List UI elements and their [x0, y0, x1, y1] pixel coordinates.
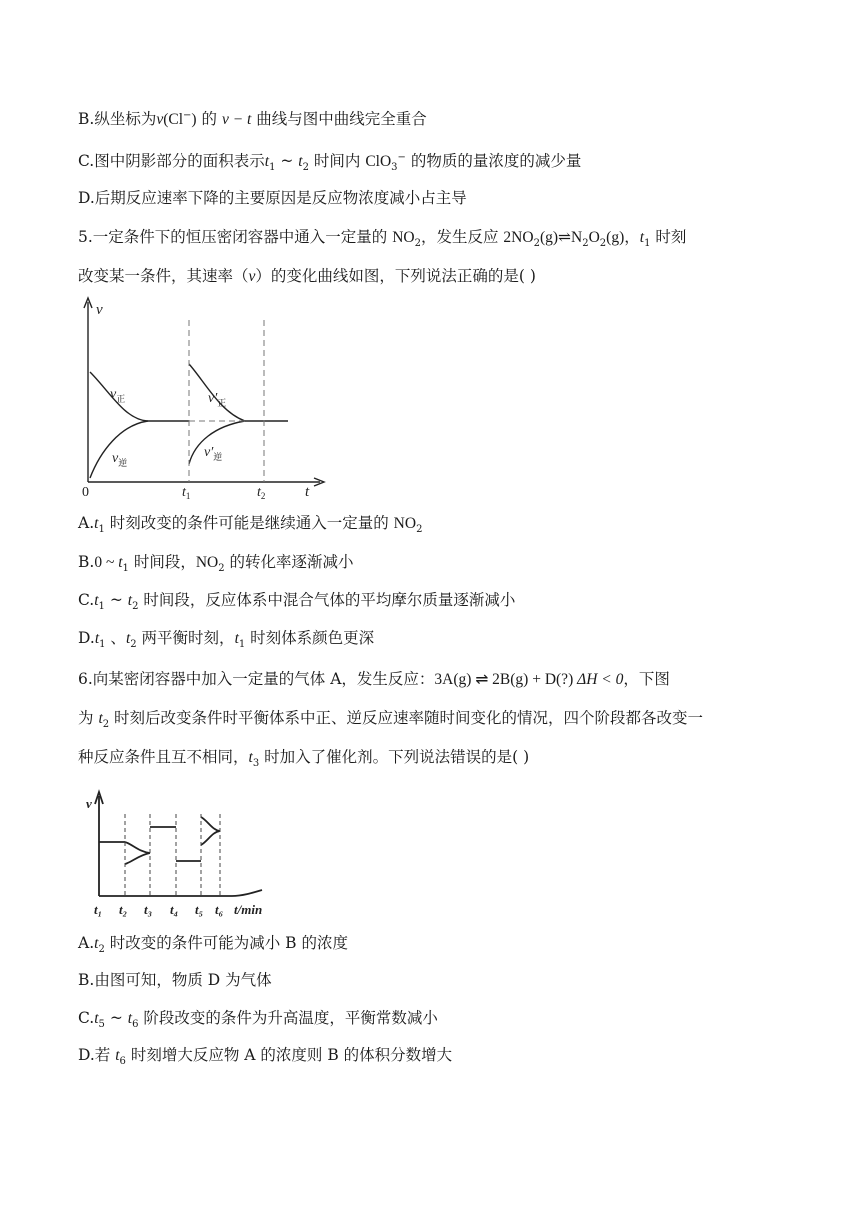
- q4-option-d: D.后期反应速率下降的主要原因是反应物浓度减小占主导: [78, 189, 467, 207]
- q5-option-b: B.0 ~ $t_1$ 时间段，$NO_2$ 的转化率逐渐减小: [78, 553, 354, 575]
- q5-stem-line2: 改变某一条件，其速率（v）的变化曲线如图，下列说法正确的是( ): [78, 267, 536, 285]
- q6-stem-line3: 种反应条件且互不相同，$t_3$ 时加入了催化剂。下列说法错误的是( ): [78, 748, 530, 770]
- q5-y-label: v: [96, 302, 103, 318]
- q6-x-label-t3: t₃: [144, 902, 153, 917]
- q5-v-reverse-curve: [90, 421, 148, 478]
- q6-x-label-t5: t₅: [195, 902, 204, 917]
- q6-x-label-t4: t₄: [170, 902, 179, 917]
- q6-option-a: $A.t_2$ 时改变的条件可能为减小 B 的浓度: [78, 934, 348, 956]
- q6-stem-line1: 6.向某密闭容器中加入一定量的气体 A，发生反应：3A(g) ⇌ 2B(g) + D(?) ΔH < 0，下图: [78, 670, 670, 688]
- q6-seg5-upper: [201, 817, 220, 831]
- q6-x-unit: t/min: [234, 902, 263, 917]
- q4-option-c: C.图中阴影部分的面积表示$t_1$ ~ $t_2$ 时间内 ClO$_3$− 的物质的量浓度的减少量: [78, 151, 582, 174]
- q6-option-d: D.若 $t_6$ 时刻增大反应物 A 的浓度则 B 的体积分数增大: [78, 1046, 453, 1068]
- q6-rate-time-graph: [82, 786, 282, 920]
- q5-option-d: $D.t_1$ 、$t_2$ 两平衡时刻，$t_1$ 时刻体系颜色更深: [78, 629, 375, 651]
- q6-seg2-upper: [125, 842, 150, 853]
- q5-rate-time-graph: [70, 292, 330, 502]
- q6-seg5-lower: [201, 831, 220, 845]
- q5-option-a: $A.t_1$ 时刻改变的条件可能是继续通入一定量的 $NO_2$: [78, 514, 423, 536]
- q6-seg2-lower: [125, 853, 150, 864]
- q6-stem-line2: 为 $t_2$ 时刻后改变条件时平衡体系中正、逆反应速率随时间变化的情况，四个阶段都各改变一: [78, 709, 704, 731]
- q5-stem-line1: 5.一定条件下的恒压密闭容器中通入一定量的 $NO_2$，发生反应 $2NO_2(g)\rightleftharpoons N_2O_2(g)$，$t_1$ 时刻: [78, 228, 687, 250]
- q5-t1-label: $t_1$: [182, 485, 191, 501]
- equilibrium-arrow-icon: ⇌: [558, 228, 572, 246]
- q6-x-label-t1: t₁: [94, 902, 103, 917]
- q6-option-b: B.由图可知，物质 D 为气体: [78, 971, 272, 989]
- q6-x-label-t6: t₆: [215, 902, 224, 917]
- q6-option-c: $C.t_5$ ~ $t_6$ 阶段改变的条件为升高温度，平衡常数减小: [78, 1009, 438, 1031]
- q5-option-c: $C.t_1$ ~ $t_2$ 时间段，反应体系中混合气体的平均摩尔质量逐渐减小: [78, 591, 516, 613]
- q5-v-forward-label: $v_正$: [110, 387, 126, 404]
- q6-x-axis: [99, 890, 262, 896]
- q6-y-label: v: [86, 796, 92, 811]
- q5-v-forward-prime-label: $v'_正$: [208, 391, 227, 408]
- q5-x-label: t: [305, 484, 310, 500]
- q5-t2-label: $t_2$: [257, 485, 266, 501]
- q6-x-label-t2: t₂: [119, 902, 128, 917]
- q5-v-reverse-prime-label: $v'_逆$: [204, 445, 223, 462]
- q4-option-b: B.纵坐标为v(Cl−) 的 v − t 曲线与图中曲线完全重合: [78, 109, 427, 128]
- q5-v-reverse-label: $v_逆$: [112, 451, 128, 468]
- q5-origin-label: 0: [82, 485, 89, 500]
